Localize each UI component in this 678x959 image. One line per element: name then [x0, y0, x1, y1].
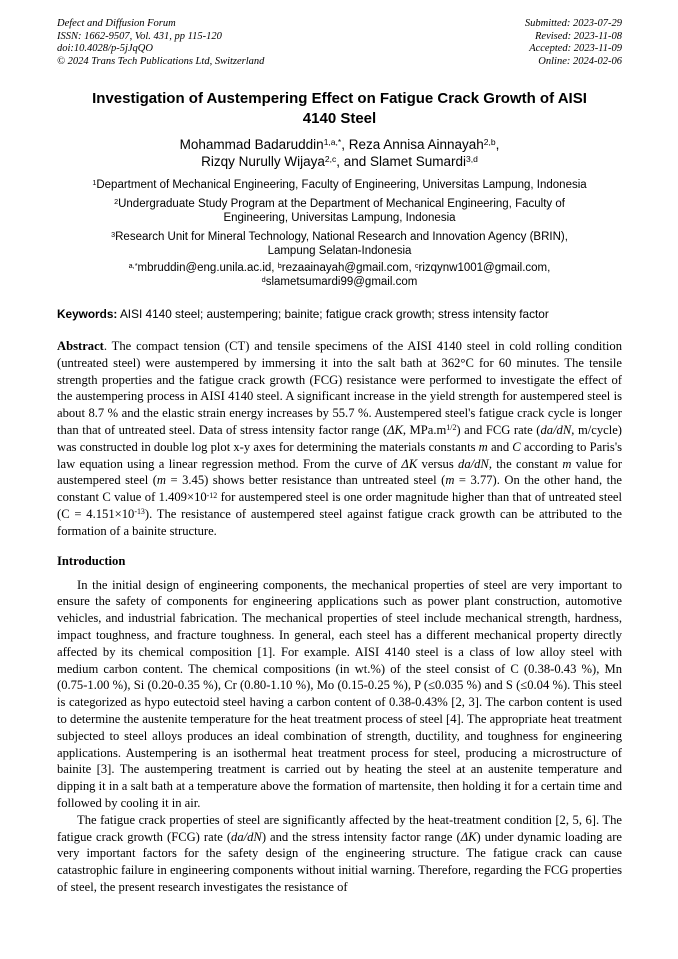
abstract-paragraph: Abstract. The compact tension (CT) and tensile specimens of the AISI 4140 steel in cold rolling condition (untreated steel) were austempered by immersing it into the salt bath at 362°C for 60 minutes. The tensile strength properties and the fatigue crack growth (FCG) resistance were performed to investigate the effect of the austempering process in AISI 4140 steel. A significant increase in the yield strength for austempered steel is about 8.7 % and the elastic strain energy increases by 55.7 %. Austempered steel's fatigue crack cycle is longer than that of untreated steel. Data of stress intensity factor range (ΔK, $MPa.m^{1/2}$) and FCG rate (da/dN, m/cycle) was constructed in double log plot x-y axes for determining the materials constants m and C according to Paris's law equation using a linear regression method. From the curve of ΔK versus da/dN, the constant m value for austempered steel (m = 3.45) shows better resistance than untreated steel (m = 3.77). On the other hand, the constant C value of $1.409\times 10^{-12}$ for austempered steel is one order magnitude higher than that of untreated steel $(C = 4.151\times 10^{-13})$. The resistance of austempered steel against fatigue crack growth can be attributed to the formation of a bainite structure. [57, 339, 623, 538]
author-emails: $^{a,*}$mbruddin@eng.unila.ac.id, $^b$rezaainayah@gmail.com, $^c$rizqynw1001@gmail.com, $^d$slametsumardi99@gmail.com [128, 260, 551, 288]
revised-date: Revised: 2023-11-08 [535, 30, 622, 42]
affiliation-1: $^1$Department of Mechanical Engineering, Faculty of Engineering, Universitas Lampung, Indonesia [92, 177, 587, 191]
author-list: Mohammad Badaruddin$^{1,a,*}$, Reza Annisa Ainnayah$^{2,b}$, Rizqy Nurully Wijaya$^{2,c}$, and Slamet Sumardi$^{3,d}$ [179, 137, 500, 169]
copyright-line: © 2024 Trans Tech Publications Ltd, Switzerland [57, 55, 265, 67]
affiliations-block [57, 178, 622, 289]
journal-header-left [57, 18, 264, 68]
accepted-date: Accepted: 2023-11-09 [529, 43, 622, 54]
introduction-paragraph-2: The fatigue crack properties of steel are significantly affected by the heat-treatment condition [2, 5, 6]. The fatigue crack growth (FCG) rate (da/dN) and the stress intensity factor range (ΔK) under dynamic loading are very important factors for the safety design of the engineering structure. The fatigue crack can cause catastrophic failure in engineering components without initial warning. Therefore, regarding the FCG properties of steel, the present research investigates the resistance of [57, 812, 622, 894]
online-date: Online: 2024-02-06 [538, 55, 622, 67]
keywords-line: Keywords: AISI 4140 steel; austempering; bainite; fatigue crack growth; stress intensity factor [57, 307, 549, 321]
journal-header-right [525, 18, 622, 68]
affiliation-2: $^2$Undergraduate Study Program at the Department of Mechanical Engineering, Faculty of Engineering, Universitas Lampung, Indonesia [114, 196, 565, 224]
introduction-paragraph-1: In the initial design of engineering components, the mechanical properties of steel are very important to ensure the safety of components for engineering applications such as power plant construction, automotive vehicles, and industrial fabrication. The mechanical properties of steel include mechanical strength, hardness, impact toughness, and fracture toughness. In general, each steel has a different mechanical property directly affected by its chemical composition [1]. For example. AISI 4140 steel is a class of low alloy steel with medium carbon content. The chemical compositions (in wt.%) of the steel consist of C (0.38-0.43 %), Mn (0.75-1.00 %), Si (0.20-0.35 %), Cr (0.80-1.10 %), Mo (0.15-0.25 %), P (≤0.035 %) and S (≤0.04 %). This steel is categorized as hypo eutectoid steel having a carbon content of 0.38-0.43% [2, 3]. The carbon content is used to determine the austenite temperature for the heat treatment process of steel [4]. The appropriate heat treatment subjected to steel alloys produces an ideal combination of strength, ductility, and toughness for engineering applications. Austempering is an isothermal heat treatment process for steel, producing a microstructure of bainite [3]. The austempering treatment is carried out by heating the steel at an austenite temperature and dipping it in a salt bath at a temperature above the formation of martensite, then holding it for a certain time and followed by cooling it in air. [57, 577, 622, 810]
journal-name: Defect and Diffusion Forum [57, 18, 176, 29]
journal-header [57, 18, 622, 68]
submitted-date: Submitted: 2023-07-29 [524, 18, 622, 29]
issn-volume-line: ISSN: 1662-9507, Vol. 431, pp 115-120 [57, 30, 222, 42]
affiliation-3: $^3$Research Unit for Mineral Technology, National Research and Innovation Agency (BRIN), Lampung Selatan-Indonesia [111, 229, 568, 257]
doi-line: doi:10.4028/p-5jJqQO [57, 43, 153, 54]
paper-title: Investigation of Austempering Effect on Fatigue Crack Growth of AISI 4140 Steel [92, 90, 587, 127]
section-heading-introduction: Introduction [57, 553, 126, 568]
